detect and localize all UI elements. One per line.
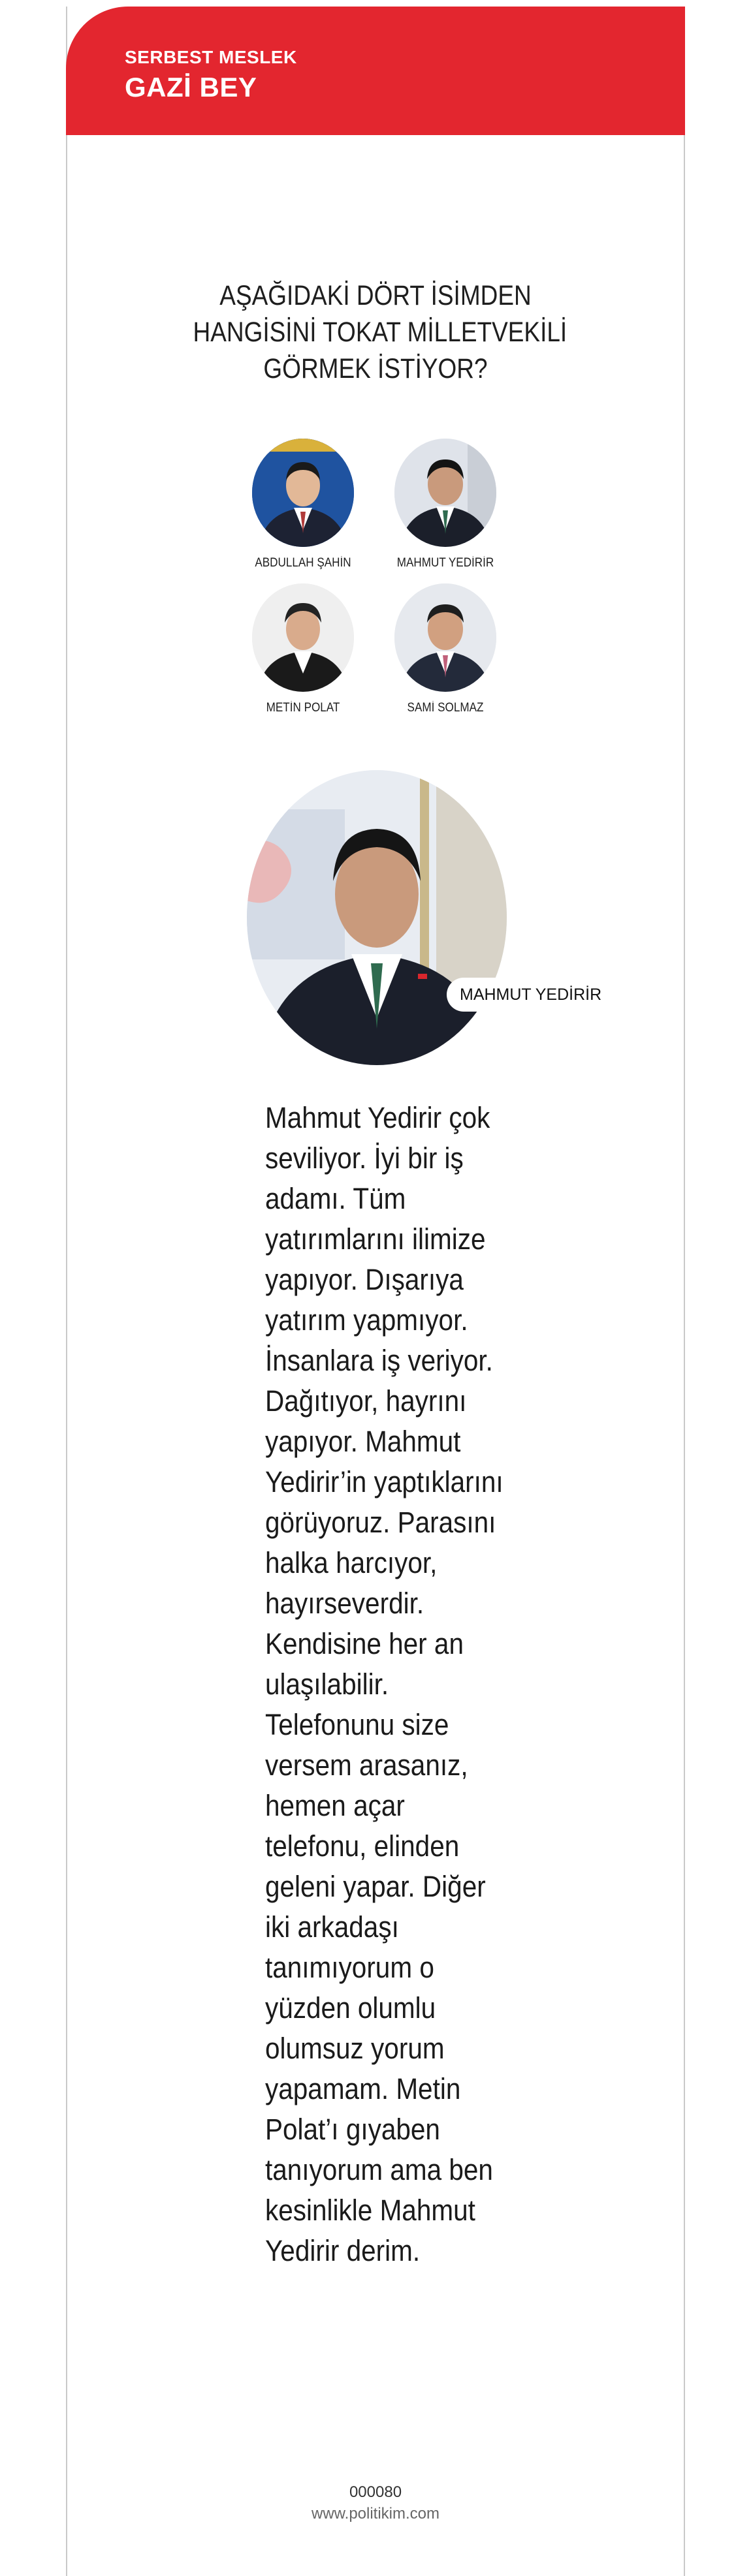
header-banner (66, 7, 685, 135)
candidate-abdullah-sahin (225, 439, 381, 570)
answer-line: Polat’ı gıyaben (265, 2113, 440, 2146)
answer-line: tanımıyorum o (265, 1951, 434, 1984)
answer-line: yüzden olumlu (265, 1991, 436, 2025)
portrait-icon (252, 439, 354, 547)
candidate-metin-polat (225, 583, 381, 715)
candidate-photo (394, 583, 496, 692)
answer-line: yatırımlarını ilimize (265, 1222, 486, 1256)
portrait-icon (247, 770, 507, 1065)
footer-code: 000080 (349, 2483, 402, 2501)
header-category: SERBEST MESLEK (125, 47, 297, 67)
portrait-icon (394, 439, 496, 547)
portrait-icon (394, 583, 496, 692)
answer-line: seviliyor. İyi bir iş (265, 1141, 464, 1175)
answer-line: iki arkadaşı (265, 1910, 399, 1944)
candidate-name: MAHMUT YEDİRİR (396, 556, 494, 570)
answer-line: versem arasanız, (265, 1748, 468, 1782)
answer-line: Yedirir derim. (265, 2234, 421, 2267)
answer-line: yatırım yapmıyor. (265, 1303, 468, 1337)
answer-line: hemen açar (265, 1789, 405, 1822)
answer-line: hayırseverdir. (265, 1587, 424, 1620)
answer-line: yapıyor. Mahmut (265, 1425, 461, 1458)
candidate-photo (252, 583, 354, 692)
question-line: HANGİSİNİ TOKAT MİLLETVEKİLİ (193, 317, 567, 348)
question-line: GÖRMEK İSTİYOR? (263, 353, 488, 384)
candidate-photo (252, 439, 354, 547)
answer-line: Telefonunu size (265, 1708, 449, 1741)
selected-candidate-label: MAHMUT YEDİRİR (447, 978, 611, 1012)
answer-line: görüyoruz. Parasını (265, 1506, 496, 1539)
question-line: AŞAĞIDAKİ DÖRT İSİMDEN (219, 280, 532, 311)
answer-line: yapamam. Metin (265, 2072, 461, 2105)
answer-line: ulaşılabilir. (265, 1668, 389, 1701)
answer-line: tanıyorum ama ben (265, 2153, 493, 2186)
answer-text (265, 1098, 512, 2271)
header-person-name: GAZİ BEY (125, 72, 257, 102)
candidate-name: METİN POLAT (266, 701, 340, 715)
candidate-name: SAMİ SOLMAZ (407, 701, 484, 715)
selected-candidate-photo (247, 770, 507, 1065)
answer-line: geleni yapar. Diğer (265, 1870, 486, 1903)
answer-line: Dağıtıyor, hayrını (265, 1384, 467, 1418)
answer-line: İnsanlara iş veriyor. (265, 1344, 493, 1377)
candidate-name: ABDULLAH ŞAHİN (255, 556, 351, 570)
answer-line: Kendisine her an (265, 1627, 464, 1660)
answer-line: yapıyor. Dışarıya (265, 1263, 464, 1296)
answer-line: halka harcıyor, (265, 1546, 438, 1579)
candidate-sami-solmaz (367, 583, 524, 715)
portrait-icon (252, 583, 354, 692)
candidate-photo (394, 439, 496, 547)
answer-line: telefonu, elinden (265, 1829, 460, 1863)
survey-question (193, 277, 567, 387)
answer-line: olumsuz yorum (265, 2032, 445, 2065)
answer-line: adamı. Tüm (265, 1182, 406, 1215)
footer-url: www.politikim.com (311, 2505, 440, 2522)
answer-line: Yedirir’in yaptıklarını (265, 1465, 503, 1498)
answer-line: kesinlikle Mahmut (265, 2194, 475, 2227)
candidate-mahmut-yedirir (367, 439, 524, 570)
answer-line: Mahmut Yedirir çok (265, 1101, 490, 1134)
